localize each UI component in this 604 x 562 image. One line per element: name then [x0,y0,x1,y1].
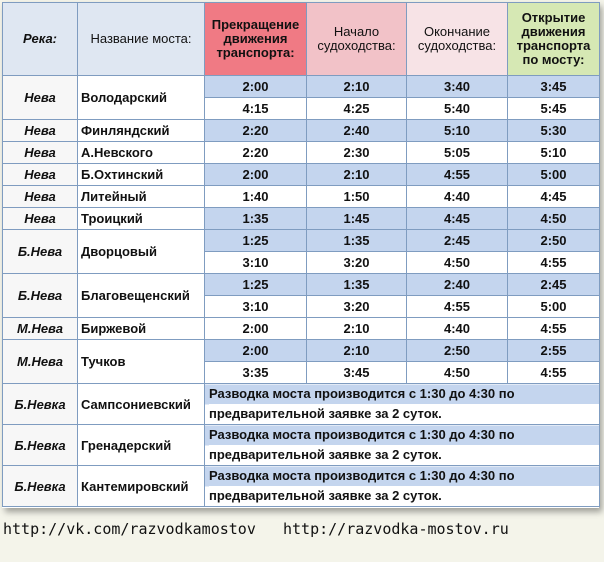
header-open-line-2: движения [521,24,586,39]
river-cell: М.Нева [3,318,78,340]
start-nav-time-cell: 1:35 [307,230,407,252]
bridge-name-cell: Володарский [78,76,205,120]
river-cell: Б.Невка [3,466,78,507]
start-nav-time-cell: 3:20 [307,252,407,274]
open-time-cell: 2:45 [508,274,600,296]
end-nav-time-cell: 5:05 [407,142,508,164]
open-time-cell: 5:00 [508,296,600,318]
end-nav-time-cell: 3:40 [407,76,508,98]
header-stop-line-1: Прекращение [211,17,300,32]
bridge-name-cell: Троицкий [78,208,205,230]
river-cell: Нева [3,76,78,120]
end-nav-time-cell: 4:55 [407,164,508,186]
end-nav-time-cell: 4:55 [407,296,508,318]
header-open-line-3: транспорта [516,38,591,53]
header-open-line-4: по мосту: [522,52,585,67]
river-cell: Нева [3,142,78,164]
open-time-cell: 4:55 [508,318,600,340]
bridge-name-cell: А.Невского [78,142,205,164]
table-body [3,3,600,507]
stop-time-cell: 1:25 [205,274,307,296]
river-cell: Б.Нева [3,274,78,318]
stop-time-cell: 1:35 [205,208,307,230]
open-time-cell: 5:45 [508,98,600,120]
start-nav-time-cell: 2:30 [307,142,407,164]
start-nav-time-cell: 4:25 [307,98,407,120]
river-cell: Нева [3,186,78,208]
bridge-schedule-sheet [2,2,599,508]
bridge-name-cell: Литейный [78,186,205,208]
header-start-navigation [307,3,407,76]
header-stop-line-3: транспорта: [216,45,295,60]
note-line: предварительной заявке за 2 суток. [209,486,599,506]
start-nav-time-cell: 2:10 [307,164,407,186]
stop-time-cell: 1:40 [205,186,307,208]
header-open-line-1: Открытие [521,10,586,25]
start-nav-time-cell: 2:40 [307,120,407,142]
table-row [3,340,600,362]
table-row [3,318,600,340]
open-time-cell: 4:55 [508,252,600,274]
table-row [3,164,600,186]
end-nav-time-cell: 5:40 [407,98,508,120]
open-time-cell: 4:50 [508,208,600,230]
stop-time-cell: 3:10 [205,296,307,318]
stop-time-cell: 2:20 [205,142,307,164]
river-cell: Б.Нева [3,230,78,274]
start-nav-time-cell: 1:45 [307,208,407,230]
note-line: предварительной заявке за 2 суток. [209,404,599,424]
river-cell: Нева [3,208,78,230]
open-time-cell: 5:30 [508,120,600,142]
start-nav-time-cell: 2:10 [307,76,407,98]
note-line: Разводка моста производится с 1:30 до 4:30 по [209,427,515,442]
end-nav-time-cell: 4:40 [407,186,508,208]
stop-time-cell: 2:00 [205,76,307,98]
header-end-line-1: Окончание [423,24,491,39]
end-nav-time-cell: 2:40 [407,274,508,296]
bridge-name-cell: Дворцовый [78,230,205,274]
start-nav-time-cell: 3:45 [307,362,407,384]
note-cell [205,425,600,466]
stop-time-cell: 3:10 [205,252,307,274]
bridge-schedule-table [2,2,600,507]
header-stop-traffic [205,3,307,76]
open-time-cell: 4:55 [508,362,600,384]
vk-link[interactable]: http://vk.com/razvodkamostov [3,520,256,538]
open-time-cell: 4:45 [508,186,600,208]
river-cell: М.Нева [3,340,78,384]
header-start-line-2: судоходства: [317,38,396,53]
header-river: Река: [3,3,78,76]
start-nav-time-cell: 2:10 [307,340,407,362]
bridge-name-cell: Гренадерский [78,425,205,466]
open-time-cell: 2:50 [508,230,600,252]
river-cell: Б.Невка [3,425,78,466]
bridge-name-cell: Сампсониевский [78,384,205,425]
table-row [3,120,600,142]
note-line: предварительной заявке за 2 суток. [209,445,599,465]
river-cell: Б.Невка [3,384,78,425]
open-time-cell: 3:45 [508,76,600,98]
bridge-name-cell: Б.Охтинский [78,164,205,186]
table-row [3,208,600,230]
end-nav-time-cell: 4:40 [407,318,508,340]
bridge-name-cell: Финляндский [78,120,205,142]
header-bridge-name: Название моста: [78,3,205,76]
river-cell: Нева [3,164,78,186]
note-cell [205,384,600,425]
table-row [3,466,600,507]
end-nav-time-cell: 4:50 [407,362,508,384]
end-nav-time-cell: 2:50 [407,340,508,362]
open-time-cell: 2:55 [508,340,600,362]
bridge-name-cell: Биржевой [78,318,205,340]
end-nav-time-cell: 5:10 [407,120,508,142]
bridge-name-cell: Тучков [78,340,205,384]
end-nav-time-cell: 2:45 [407,230,508,252]
stop-time-cell: 2:00 [205,340,307,362]
river-cell: Нева [3,120,78,142]
header-end-navigation [407,3,508,76]
note-cell [205,466,600,507]
end-nav-time-cell: 4:45 [407,208,508,230]
stop-time-cell: 2:20 [205,120,307,142]
open-time-cell: 5:10 [508,142,600,164]
footer [0,512,604,552]
table-row [3,384,600,425]
header-stop-line-2: движения [223,31,288,46]
stop-time-cell: 2:00 [205,318,307,340]
open-time-cell: 5:00 [508,164,600,186]
table-row [3,230,600,252]
site-link[interactable]: http://razvodka-mostov.ru [283,520,509,538]
header-open-traffic [508,3,600,76]
table-row [3,274,600,296]
table-row [3,142,600,164]
stop-time-cell: 3:35 [205,362,307,384]
bridge-name-cell: Кантемировский [78,466,205,507]
table-row [3,186,600,208]
stop-time-cell: 1:25 [205,230,307,252]
end-nav-time-cell: 4:50 [407,252,508,274]
table-row [3,76,600,98]
bridge-name-cell: Благовещенский [78,274,205,318]
header-row [3,3,600,76]
start-nav-time-cell: 3:20 [307,296,407,318]
start-nav-time-cell: 1:35 [307,274,407,296]
table-row [3,425,600,466]
header-end-line-2: судоходства: [417,38,497,53]
start-nav-time-cell: 2:10 [307,318,407,340]
header-start-line-1: Начало [333,24,380,39]
note-line: Разводка моста производится с 1:30 до 4:30 по [209,386,515,401]
stop-time-cell: 4:15 [205,98,307,120]
stop-time-cell: 2:00 [205,164,307,186]
start-nav-time-cell: 1:50 [307,186,407,208]
note-line: Разводка моста производится с 1:30 до 4:30 по [209,468,515,483]
